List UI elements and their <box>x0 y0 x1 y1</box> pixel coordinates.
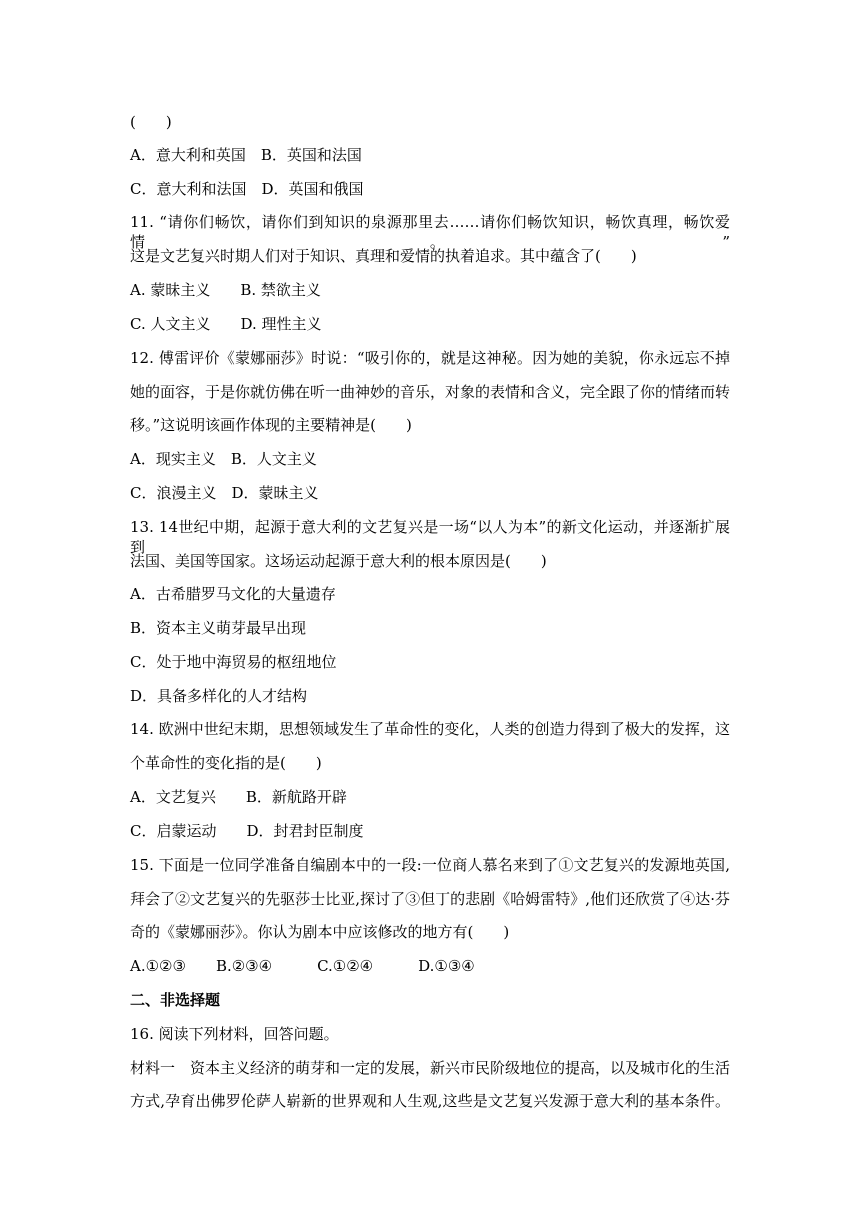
option-line: C．处于地中海贸易的枢纽地位 <box>130 653 337 671</box>
question-11-stem: 这是文艺复兴时期人们对于知识、真理和爱情的执着追求。其中蕴含了( ) <box>130 247 637 265</box>
option-line: B．资本主义萌芽最早出现 <box>130 619 307 637</box>
option-line: C．启蒙运动 D．封君封臣制度 <box>130 822 364 840</box>
question-12-stem: 12. 傅雷评价《蒙娜丽莎》时说：“吸引你的，就是这神秘。因为她的美貌，你永远忘不掉 <box>130 349 730 367</box>
section-heading: 二、非选择题 <box>130 991 221 1009</box>
option-line: A.①②③ B.②③④ C.①②④ D.①③④ <box>130 957 475 975</box>
option-line: C．意大利和法国 D．英国和俄国 <box>130 180 364 198</box>
option-line: C．浪漫主义 D．蒙昧主义 <box>130 484 319 502</box>
question-13-stem: 13. 14世纪中期，起源于意大利的文艺复兴是一场“以人为本”的新文化运动，并逐渐扩展到 <box>130 518 730 556</box>
material-one: 材料一 资本主义经济的萌芽和一定的发展，新兴市民阶级地位的提高，以及城市化的生活 <box>130 1059 731 1077</box>
option-line: A．古希腊罗马文化的大量遗存 <box>130 585 336 603</box>
option-line: A. 蒙昧主义 B. 禁欲主义 <box>130 281 321 299</box>
option-line: D．具备多样化的人才结构 <box>130 687 308 705</box>
question-14-stem: 个革命性的变化指的是( ) <box>130 754 322 772</box>
question-15-stem: 15. 下面是一位同学准备自编剧本中的一段:一位商人慕名来到了①文艺复兴的发源地英国, <box>130 856 730 874</box>
option-line: A．现实主义 B．人文主义 <box>130 450 317 468</box>
question-13-stem: 法国、美国等国家。这场运动起源于意大利的根本原因是( ) <box>130 552 547 570</box>
question-12-stem: 移。”这说明该画作体现的主要精神是( ) <box>130 416 412 434</box>
question-11-stem: 11. “请你们畅饮，请你们到知识的泉源那里去……请你们畅饮知识，畅饮真理，畅饮爱情。” <box>130 213 730 251</box>
question-12-stem: 她的面容，于是你就仿佛在听一曲神妙的音乐，对象的表情和含义，完全跟了你的情绪而转 <box>130 383 731 401</box>
option-line: A．文艺复兴 B．新航路开辟 <box>130 788 347 806</box>
option-line: C. 人文主义 D. 理性主义 <box>130 315 322 333</box>
answer-bracket: ( ) <box>130 113 172 131</box>
material-one: 方式,孕育出佛罗伦萨人崭新的世界观和人生观,这些是文艺复兴发源于意大利的基本条件。 <box>130 1092 730 1110</box>
question-15-stem: 奇的《蒙娜丽莎》。你认为剧本中应该修改的地方有( ) <box>130 923 510 941</box>
question-16-stem: 16. 阅读下列材料，回答问题。 <box>130 1025 339 1043</box>
option-line: A．意大利和英国 B．英国和法国 <box>130 146 362 164</box>
question-14-stem: 14. 欧洲中世纪末期，思想领域发生了革命性的变化，人类的创造力得到了极大的发挥，这 <box>130 720 730 738</box>
question-15-stem: 拜会了②文艺复兴的先驱莎士比亚,探讨了③但丁的悲剧《哈姆雷特》,他们还欣赏了④达·芬 <box>130 890 730 908</box>
